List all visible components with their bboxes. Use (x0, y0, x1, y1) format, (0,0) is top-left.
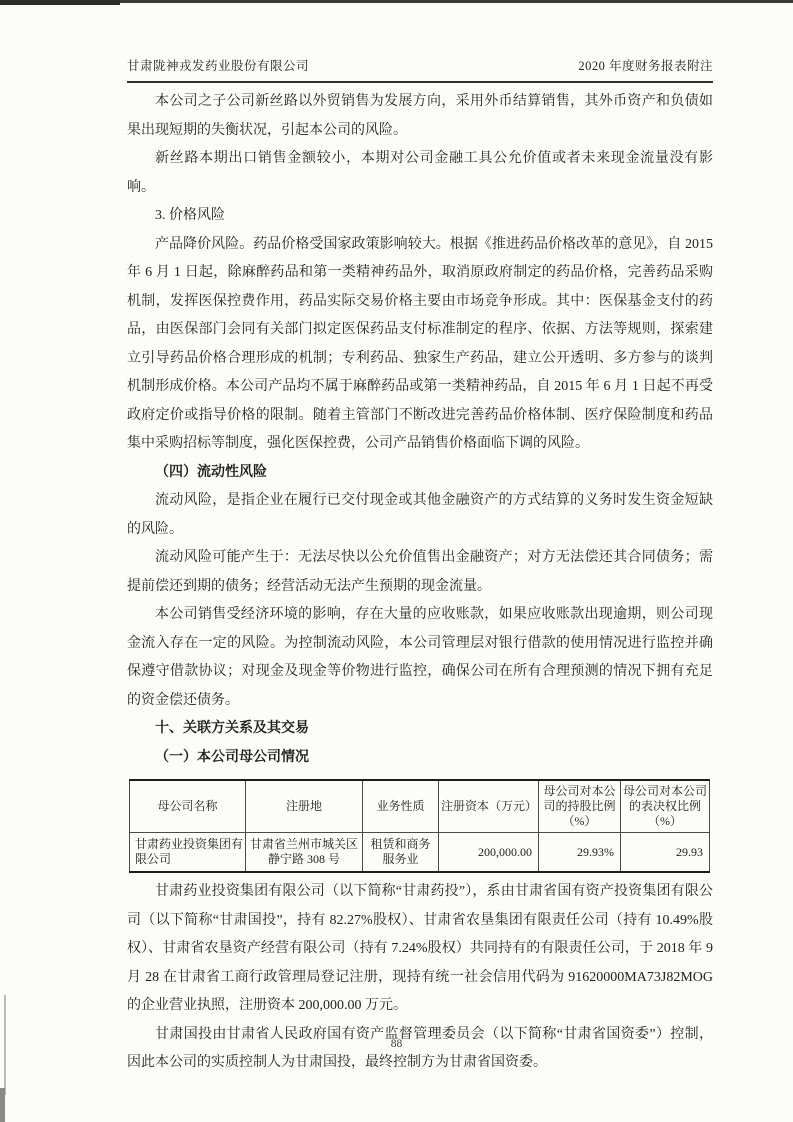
col-header-parent-name: 母公司名称 (130, 780, 246, 833)
cell-voting-ratio: 29.93 (621, 833, 710, 873)
page-number: 88 (390, 1038, 403, 1050)
header-company-name: 甘肃陇神戎发药业股份有限公司 (127, 59, 310, 73)
heading-parent-company: （一）本公司母公司情况 (155, 749, 309, 765)
heading-liquidity-risk: （四）流动性风险 (155, 464, 267, 480)
col-header-shareholding-ratio: 母公司对本公司的持股比例（%） (539, 780, 621, 833)
paragraph-parent-detail: 甘肃药业投资集团有限公司（以下简称“甘肃药投”），系由甘肃省国有资产投资集团有限公司（以下简称“甘肃国投”，持有 82.27%股权）、甘肃省农垦集团有限责任公司（持有 10.49%股权）、甘肃省农垦资产经营有限公司（持有 7.24%股权）共同持有的有限责任公司，于 2018 年 9 月 28 在甘肃省工商行政管理局登记注册，现持有统一社会信用代码为 91620000MA73J82MOG 的企业营业执照，注册资本 200,000.00 万元。 (127, 884, 713, 1013)
cell-parent-name: 甘肃药业投资集团有限公司 (130, 833, 246, 873)
cell-registered-capital: 200,000.00 (439, 833, 539, 873)
paragraph-liquidity-2: 流动风险可能产生于：无法尽快以公允价值售出金融资产；对方无法偿还其合同债务；需提前偿还到期的债务；经营活动无法产生预期的现金流量。 (127, 550, 713, 594)
paragraph-liquidity-1: 流动风险，是指企业在履行已交付现金或其他金融资产的方式结算的义务时发生资金短缺的风险。 (127, 493, 713, 537)
paragraph-price-risk: 产品降价风险。药品价格受国家政策影响较大。根据《推进药品价格改革的意见》，自 2015 年 6 月 1 日起，除麻醉药品和第一类精神药品外，取消原政府制定的药品价格，完善药品采购机制，发挥医保控费作用，药品实际交易价格主要由市场竞争形成。其中：医保基金支付的药品，由医保部门会同有关部门拟定医保药品支付标准制定的程序、依据、方法等规则，探索建立引导药品价格合理形成的机制；专利药品、独家生产药品，建立公开透明、多方参与的谈判机制形成价格。本公司产品均不属于麻醉药品或第一类精神药品，自 2015 年 6 月 1 日起不再受政府定价或指导价格的限制。随着主管部门不断改进完善药品价格体制、医疗保险制度和药品集中采购招标等制度，强化医保控费，公司产品销售价格面临下调的风险。 (127, 236, 713, 451)
cell-registered-place: 甘肃省兰州市城关区静宁路 308 号 (246, 833, 363, 873)
col-header-registered-place: 注册地 (246, 780, 363, 833)
page-header (127, 56, 713, 83)
table-row (130, 833, 710, 873)
heading-related-party: 十、关联方关系及其交易 (155, 721, 309, 736)
col-header-voting-ratio: 母公司对本公司的表决权比例（%） (621, 780, 710, 833)
scan-mark-bottom-left (0, 1088, 5, 1122)
paragraph-currency-risk-2: 新丝路本期出口销售金额较小，本期对公司金融工具公允价值或者未来现金流量没有影响。 (127, 151, 713, 195)
scan-edge-top-dark (0, 0, 120, 5)
heading-price-risk: 3. 价格风险 (155, 208, 225, 223)
table-header-row (130, 780, 710, 833)
paragraph-liquidity-3: 本公司销售受经济环境的影响，存在大量的应收账款，如果应收账款出现逾期，则公司现金流入存在一定的风险。为控制流动风险，本公司管理层对银行借款的使用情况进行监控并确保遵守借款协议；对现金及现金等价物进行监控，确保公司在所有合理预测的情况下拥有充足的资金偿还债务。 (127, 607, 713, 708)
paragraph-actual-controller: 甘肃国投由甘肃省人民政府国有资产监督管理委员会（以下简称“甘肃省国资委”）控制，因此本公司的实质控制人为甘肃国投，最终控制方为甘肃省国资委。 (127, 1026, 713, 1070)
header-report-title: 2020 年度财务报表附注 (578, 59, 713, 73)
cell-shareholding-ratio: 29.93% (539, 833, 621, 873)
cell-business-nature: 租赁和商务服务业 (363, 833, 439, 873)
col-header-business-nature: 业务性质 (363, 780, 439, 833)
page-footer (0, 1038, 793, 1050)
document-body (127, 88, 713, 1078)
paragraph-currency-risk-1: 本公司之子公司新丝路以外贸销售为发展方向，采用外币结算销售，其外币资产和负债如果出现短期的失衡状况，引起本公司的风险。 (127, 94, 713, 138)
col-header-registered-capital: 注册资本（万元） (439, 780, 539, 833)
parent-company-table (129, 779, 710, 873)
